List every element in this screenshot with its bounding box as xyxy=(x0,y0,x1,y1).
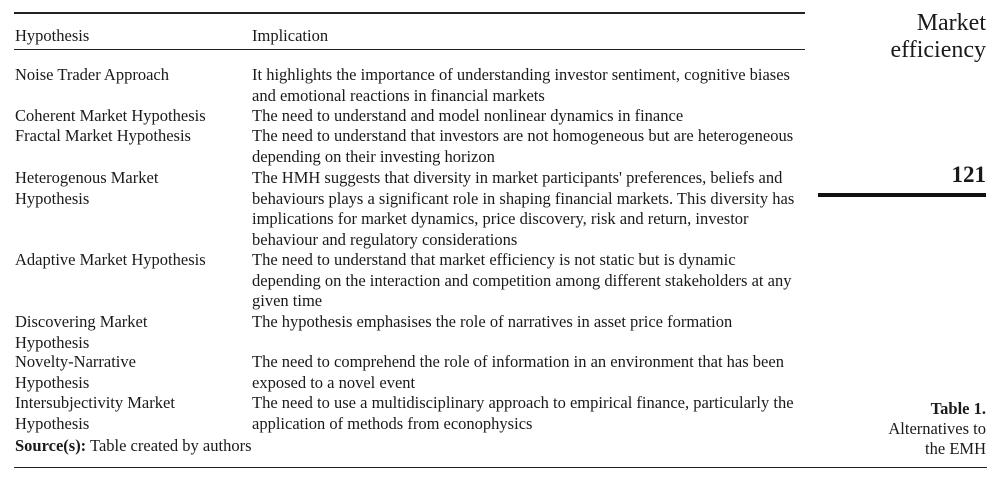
table-source xyxy=(15,436,252,456)
row-hypothesis: Adaptive Market Hypothesis xyxy=(15,250,206,269)
row-hypothesis: Novelty-Narrative Hypothesis xyxy=(15,352,136,392)
page-number: 121 xyxy=(951,162,986,187)
row-implication: It highlights the importance of understanding investor sentiment, cognitive biases and emotional reactions in financial markets xyxy=(252,65,790,105)
row-hypothesis: Heterogenous Market Hypothesis xyxy=(15,168,159,208)
source-text: Table created by authors xyxy=(86,436,252,455)
row-implication: The need to understand and model nonlinear dynamics in finance xyxy=(252,106,684,125)
table-caption xyxy=(888,419,986,459)
page-number-rule xyxy=(818,193,986,197)
table-caption-line1: Alternatives to xyxy=(888,419,986,438)
row-implication: The need to comprehend the role of information in an environment that has been exposed to a novel event xyxy=(252,352,784,392)
top-rule xyxy=(14,12,805,14)
row-hypothesis: Fractal Market Hypothesis xyxy=(15,126,191,145)
row-hypothesis: Coherent Market Hypothesis xyxy=(15,106,206,125)
row-hypothesis: Discovering Market Hypothesis xyxy=(15,312,148,352)
row-hypothesis: Noise Trader Approach xyxy=(15,65,169,84)
header-implication: Implication xyxy=(252,26,329,45)
row-implication: The need to understand that investors are not homogeneous but are heterogeneous depending on their investing horizon xyxy=(252,126,794,166)
row-implication: The need to understand that market efficiency is not static but is dynamic depending on the interaction and competition among different stakeholders at any given time xyxy=(252,250,792,310)
running-title-line2: efficiency xyxy=(890,37,986,63)
row-implication: The hypothesis emphasises the role of narratives in asset price formation xyxy=(252,312,733,331)
row-implication: The need to use a multidisciplinary approach to empirical finance, particularly the application of methods from econophysics xyxy=(252,393,794,433)
running-title xyxy=(891,10,987,64)
table-caption-line2: the EMH xyxy=(925,439,986,458)
running-title-line1: Market xyxy=(916,10,986,36)
header-rule xyxy=(14,49,805,50)
source-label: Source(s): xyxy=(15,436,87,455)
row-implication: The HMH suggests that diversity in market participants' preferences, beliefs and behaviours plays a significant role in shaping financial markets. This diversity has implications for market dynamics, price discovery, risk and return, investor behaviour and regulatory considerations xyxy=(252,168,795,249)
bottom-rule xyxy=(14,467,987,468)
header-hypothesis: Hypothesis xyxy=(15,26,90,45)
table-label: Table 1. xyxy=(930,399,986,418)
row-hypothesis: Intersubjectivity Market Hypothesis xyxy=(15,393,175,433)
